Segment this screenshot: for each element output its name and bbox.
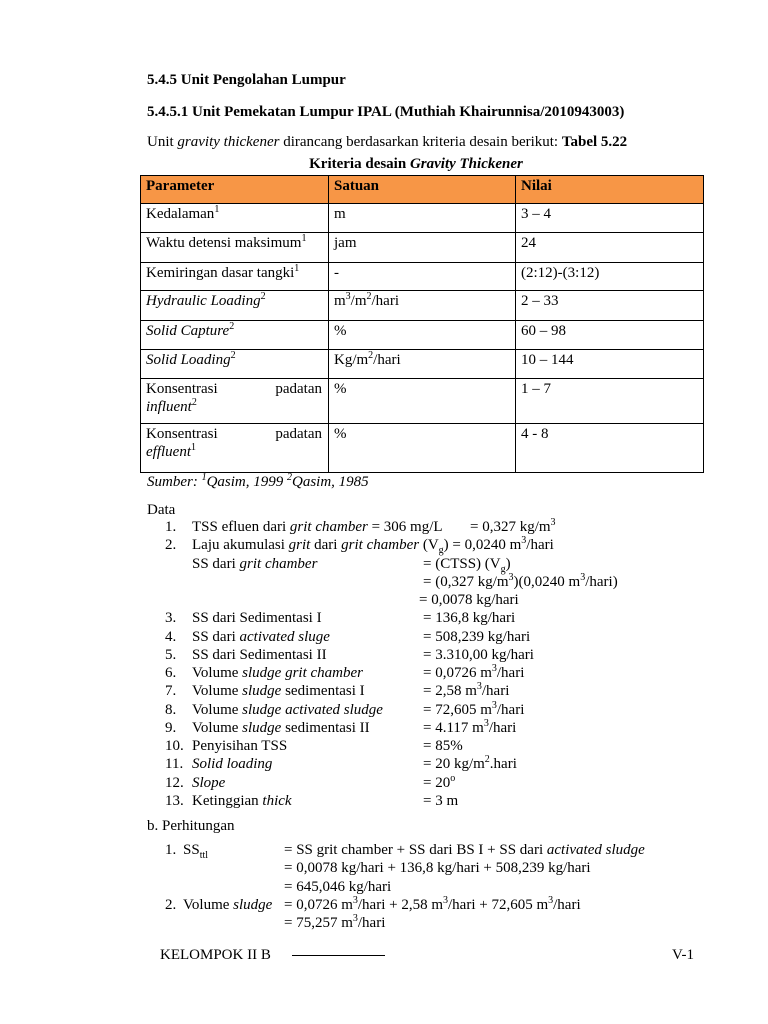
table-row (141, 350, 704, 379)
subscript: ttl (199, 850, 209, 861)
value-text: /hari (496, 701, 525, 718)
data-item (0, 628, 768, 646)
label-text: dari (310, 537, 342, 554)
item-label (192, 646, 327, 664)
header-value: Nilai (516, 176, 704, 204)
italic-term: Slope (192, 774, 226, 791)
parameter-text: Waktu detensi maksimum (146, 235, 302, 251)
reference-superscript: 2 (229, 321, 235, 332)
italic-term: Solid loading (192, 756, 273, 773)
value-text: /hari) (585, 573, 618, 590)
value-text: /hari (496, 665, 525, 681)
cell-value: 10 – 144 (516, 350, 704, 379)
cell-unit (329, 263, 516, 291)
caption-text: Kriteria desain (309, 156, 410, 172)
data-subitem (0, 573, 768, 591)
cell-value: 1 – 7 (516, 379, 704, 424)
cell-unit (329, 350, 516, 379)
item-value (423, 701, 524, 719)
calculation-line (0, 859, 768, 877)
item-label (192, 792, 292, 810)
cell-parameter (141, 350, 329, 379)
value-text: = 0,0078 kg/hari (419, 592, 519, 608)
footer-rule (292, 955, 385, 956)
source-text: Sumber: (147, 474, 202, 490)
item-number: 11. (165, 756, 184, 773)
item-number: 1. (165, 842, 177, 858)
cell-value: 2 – 33 (516, 291, 704, 321)
calculation-item (0, 896, 768, 914)
subscript: g (438, 545, 444, 557)
item-label (192, 737, 287, 755)
item-value (423, 628, 530, 646)
item-label (192, 535, 554, 557)
data-item (0, 664, 768, 682)
italic-term: grit chamber (239, 555, 318, 572)
cell-value: 24 (516, 233, 704, 263)
item-value (423, 682, 509, 700)
item-number: 6. (165, 665, 177, 681)
label-text: SS dari (192, 555, 240, 572)
footer-group: KELOMPOK II B (160, 947, 271, 963)
unit-text: - (334, 265, 339, 281)
value-text: = 3.310,00 kg/hari (423, 646, 534, 663)
label-text: SS dari Sedimentasi II (192, 646, 327, 663)
page-number: V-1 (672, 947, 694, 963)
cell-parameter (141, 233, 329, 263)
item-label (192, 701, 383, 719)
unit-text: % (334, 381, 347, 397)
value-text: = 75,257 m (284, 915, 353, 931)
superscript: 3 (483, 717, 489, 729)
data-item (0, 755, 768, 773)
italic-term: grit chamber (341, 537, 420, 554)
label-text: Volume (192, 719, 243, 736)
superscript: 3 (352, 894, 358, 906)
data-item (0, 518, 768, 536)
intro-paragraph (147, 133, 627, 151)
superscript: 3 (352, 913, 358, 924)
label-text: sedimentasi I (281, 683, 365, 700)
reference-superscript: 1 (214, 204, 220, 215)
value-text: /hari (553, 896, 581, 913)
table-row (141, 321, 704, 350)
criteria-table (140, 175, 704, 473)
header-parameter: Parameter (141, 176, 329, 204)
cell-parameter (141, 204, 329, 233)
item-value (423, 664, 524, 682)
cell-unit (329, 321, 516, 350)
unit-text: m (334, 206, 346, 222)
item-number: 10. (165, 738, 184, 754)
label-text: Volume (183, 896, 234, 913)
cell-parameter (141, 321, 329, 350)
label-text: sedimentasi II (281, 719, 370, 736)
value-text: = 72,605 m (423, 701, 492, 718)
data-item (0, 774, 768, 792)
value-text: .hari (489, 756, 517, 773)
data-item (0, 535, 768, 557)
item-value (423, 555, 511, 573)
subscript: g (500, 563, 506, 575)
label-text: SS (183, 842, 200, 858)
subsection-heading: 5.4.5.1 Unit Pemekatan Lumpur IPAL (Muthiah Khairunnisa/2010943003) (147, 104, 625, 120)
unit-text: /hari (373, 352, 401, 368)
data-item (0, 682, 768, 700)
cell-unit (329, 291, 516, 321)
reference-superscript: 2 (260, 291, 266, 302)
label-text: Penyisihan TSS (192, 738, 288, 754)
table-reference: Tabel 5.22 (561, 134, 628, 150)
header-unit: Satuan (329, 176, 516, 204)
item-value (284, 878, 391, 896)
label-text: Ketinggian (192, 792, 263, 809)
calculation-heading: b. Perhitungan (147, 818, 235, 834)
superscript: 3 (491, 663, 497, 674)
item-number: 7. (165, 683, 177, 700)
italic-term: gravity thickener (177, 134, 280, 150)
superscript: 3 (521, 535, 527, 547)
label-text: /hari (526, 537, 554, 554)
item-value (284, 896, 581, 914)
value-text: = 0,0726 m (423, 665, 492, 681)
intro-text: dirancang berdasarkan kriteria desain berikut: (279, 134, 562, 150)
value-text: = SS grit chamber + SS dari BS I + SS dari (284, 842, 547, 858)
cell-parameter (141, 263, 329, 291)
reference-superscript: 2 (191, 397, 197, 408)
item-value (423, 719, 516, 737)
value-text: )(0,0240 m (513, 573, 581, 590)
cell-unit (329, 204, 516, 233)
item-number: 5. (165, 646, 177, 663)
superscript: 3 (476, 681, 482, 693)
item-label (192, 628, 330, 646)
superscript: 3 (345, 291, 351, 302)
parameter-line (146, 380, 322, 398)
value-text: = 20 kg/m (423, 756, 485, 773)
item-value (284, 914, 385, 932)
value-text: = 85% (423, 738, 463, 754)
parameter-text: Kemiringan dasar tangki (146, 265, 295, 281)
item-number: 2. (165, 537, 177, 554)
parameter-line (146, 443, 322, 461)
item-number: 13. (165, 792, 184, 809)
item-label (192, 664, 363, 682)
item-value (423, 609, 515, 627)
unit-text: /m (350, 293, 367, 309)
italic-term: sludge (233, 896, 273, 913)
reference-superscript: 1 (294, 263, 300, 274)
value-text: = 0,0726 m (284, 896, 353, 913)
superscript: o (450, 772, 456, 784)
item-value (423, 737, 463, 755)
data-list (0, 518, 768, 810)
label-text: Volume (192, 701, 243, 718)
item-value (470, 518, 556, 536)
parameter-line (146, 398, 322, 416)
item-number: 9. (165, 719, 177, 736)
parameter-text: Solid Loading (146, 352, 231, 368)
data-item (0, 609, 768, 627)
label-text: SS dari Sedimentasi I (192, 610, 322, 627)
label-text: ) = 0,0240 m (443, 537, 522, 554)
unit-text: % (334, 323, 347, 339)
parameter-text: Konsentrasi (146, 426, 218, 442)
item-label (192, 555, 317, 573)
item-label (192, 755, 272, 773)
parameter-text: Konsentrasi (146, 381, 218, 397)
table-row (141, 379, 704, 424)
value-text: /hari + 2,58 m (357, 896, 444, 913)
item-label (192, 518, 443, 536)
superscript: 3 (550, 517, 556, 528)
parameter-text: Kedalaman (146, 206, 215, 222)
item-label (183, 896, 272, 914)
superscript: 3 (508, 571, 514, 583)
value-text: /hari (481, 683, 510, 700)
table-source (147, 473, 369, 491)
italic-term: activated sluge (239, 628, 330, 645)
item-label (183, 841, 208, 859)
unit-text: % (334, 426, 347, 442)
calculation-line (0, 878, 768, 896)
superscript: 1 (201, 472, 207, 483)
cell-unit (329, 233, 516, 263)
value-text: = (0,327 kg/m (423, 573, 509, 590)
label-text: SS dari (192, 628, 240, 645)
calculation-item (0, 841, 768, 859)
value-text: ) (505, 555, 511, 572)
italic-term: sludge grit chamber (242, 665, 363, 681)
value-text: = 136,8 kg/hari (423, 610, 516, 627)
value-text: = 20 (423, 774, 451, 791)
source-text: Qasim, 1985 (292, 474, 369, 490)
item-value (423, 774, 455, 792)
superscript: 2 (484, 754, 490, 766)
italic-term: thick (262, 792, 292, 809)
item-label (192, 719, 370, 737)
italic-term: grit (288, 537, 311, 554)
parameter-text: Solid Capture (146, 323, 230, 339)
cell-value: 3 – 4 (516, 204, 704, 233)
label-text: Laju akumulasi (192, 537, 289, 554)
reference-superscript: 1 (301, 233, 307, 244)
data-subitem (0, 591, 768, 609)
value-text: = 508,239 kg/hari (423, 628, 531, 645)
superscript: 2 (366, 291, 372, 302)
cell-parameter (141, 291, 329, 321)
item-value (284, 841, 645, 859)
data-item (0, 719, 768, 737)
table-row (141, 204, 704, 233)
italic-term: activated sludge (546, 842, 645, 858)
superscript: 3 (548, 894, 554, 906)
table-row (141, 233, 704, 263)
reference-superscript: 2 (230, 350, 236, 361)
italic-term: grit chamber (289, 519, 368, 535)
item-value (423, 646, 534, 664)
parameter-text: padatan (275, 426, 322, 442)
value-text: = 645,046 kg/hari (284, 878, 392, 895)
unit-text: m (334, 293, 346, 309)
cell-unit (329, 424, 516, 473)
italic-term: sludge (242, 719, 282, 736)
value-text: /hari + 72,605 m (448, 896, 549, 913)
label-text: TSS efluen dari (192, 519, 290, 535)
value-text: /hari (357, 915, 386, 931)
value-text: /hari (488, 719, 517, 736)
item-number: 2. (165, 896, 177, 913)
label-text: = 306 mg/L (367, 519, 443, 535)
item-value (423, 792, 458, 810)
value-text: = 2,58 m (423, 683, 477, 700)
value-text: = 3 m (423, 792, 459, 809)
table-row (141, 424, 704, 473)
table-header-row (141, 176, 704, 204)
label-text: (V (419, 537, 439, 554)
italic-term: sludge (242, 683, 282, 700)
cell-unit (329, 379, 516, 424)
parameter-line (146, 425, 322, 443)
parameter-text: effluent (146, 444, 191, 460)
value-text: = 4.117 m (423, 719, 484, 736)
item-label (192, 682, 365, 700)
data-subitem (0, 555, 768, 573)
superscript: 3 (491, 699, 497, 711)
parameter-text: influent (146, 399, 192, 415)
value-text: = 0,327 kg/m (470, 519, 551, 535)
item-value (423, 755, 517, 773)
parameter-text: Hydraulic Loading (146, 293, 261, 309)
superscript: 2 (287, 472, 292, 483)
cell-parameter (141, 424, 329, 473)
unit-text: /hari (371, 293, 400, 309)
value-text: = 0,0078 kg/hari + 136,8 kg/hari + 508,239 kg/hari (284, 860, 591, 877)
data-item (0, 792, 768, 810)
cell-value: (2:12)-(3:12) (516, 263, 704, 291)
section-heading: 5.4.5 Unit Pengolahan Lumpur (147, 72, 346, 88)
value-text: = (CTSS) (V (423, 555, 501, 572)
item-number: 1. (165, 519, 177, 535)
data-item (0, 701, 768, 719)
superscript: 2 (368, 350, 374, 361)
calculation-list (0, 841, 768, 932)
item-number: 4. (165, 628, 177, 645)
label-text: Volume (192, 683, 243, 700)
calculation-line (0, 914, 768, 932)
table-caption (140, 155, 692, 173)
unit-text: jam (334, 235, 357, 251)
table-row (141, 291, 704, 321)
source-text: Qasim, 1999 (206, 474, 287, 490)
cell-value: 60 – 98 (516, 321, 704, 350)
reference-superscript: 1 (191, 442, 196, 453)
superscript: 3 (443, 894, 449, 906)
table-row (141, 263, 704, 291)
unit-text: Kg/m (334, 352, 369, 368)
label-text: Volume (192, 665, 243, 681)
data-item (0, 737, 768, 755)
data-heading: Data (147, 502, 176, 518)
intro-text: Unit (147, 134, 178, 150)
item-number: 8. (165, 701, 177, 718)
item-value (423, 573, 618, 591)
italic-term: sludge activated sludge (242, 701, 383, 718)
item-value (284, 859, 591, 877)
superscript: 3 (580, 571, 586, 583)
cell-value: 4 - 8 (516, 424, 704, 473)
item-label (192, 609, 322, 627)
cell-parameter (141, 379, 329, 424)
item-value (419, 591, 519, 609)
item-label (192, 774, 225, 792)
data-item (0, 646, 768, 664)
item-number: 3. (165, 610, 177, 627)
item-number: 12. (165, 774, 184, 791)
parameter-text: padatan (275, 381, 322, 397)
caption-italic: Gravity Thickener (409, 156, 523, 172)
